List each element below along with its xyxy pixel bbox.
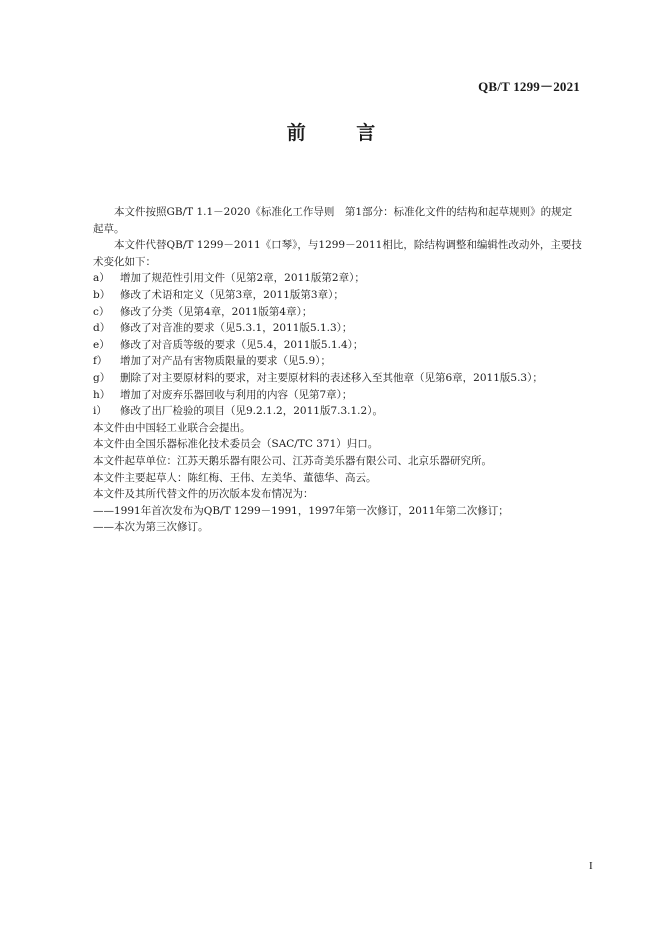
list-item: [93, 304, 601, 321]
managed-by: 本文件由全国乐器标准化技术委员会（SAC/TC 371）归口。: [93, 438, 379, 451]
list-item: [93, 287, 601, 304]
main-drafters: 本文件主要起草人：陈红梅、王伟、左美华、董德华、高云。: [93, 471, 377, 484]
changes-list: [93, 270, 601, 419]
list-item: [93, 387, 601, 404]
list-item-text: 修改了对音质等级的要求（见5.4，2011版5.1.4）；: [120, 338, 364, 351]
drafting-units: 本文件起草单位：江苏天鹅乐器有限公司、江苏奇美乐器有限公司、北京乐器研究所。: [93, 454, 492, 467]
intro-paragraph-2-line-2: 术变化如下：: [93, 255, 156, 268]
list-item-text: 修改了术语和定义（见第3章，2011版第3章）；: [120, 288, 344, 301]
list-item-text: 修改了对音准的要求（见5.3.1，2011版5.1.3）；: [120, 322, 353, 335]
version-history-item: ——1991年首次发布为QB/T 1299－1991，1997年第一次修订，2011年第二次修订；: [93, 504, 509, 517]
page-number: I: [589, 860, 593, 872]
list-item: [93, 370, 601, 387]
list-item: [93, 353, 601, 370]
list-marker: d）: [93, 322, 111, 335]
list-marker: i）: [93, 405, 107, 418]
list-marker: b）: [93, 288, 111, 301]
list-marker: g）: [93, 371, 111, 384]
intro-paragraph-1-line-2: 起草。: [93, 222, 125, 235]
version-history-intro: 本文件及其所代替文件的历次版本发布情况为：: [93, 488, 314, 501]
standard-code: QB/T 1299－2021: [478, 79, 580, 94]
list-marker: e）: [93, 338, 110, 351]
version-history-item: ——本次为第三次修订。: [93, 521, 209, 534]
proposed-by: 本文件由中国轻工业联合会提出。: [93, 421, 251, 434]
list-marker: a）: [93, 272, 110, 285]
list-marker: f）: [93, 355, 108, 368]
list-marker: h）: [93, 388, 111, 401]
list-item: [93, 403, 601, 420]
foreword-body: [93, 204, 601, 536]
list-item-text: 删除了对主要原材料的要求，对主要原材料的表述移入至其他章（见第6章，2011版5.3）；: [120, 371, 543, 384]
intro-paragraph-1-line-1: 本文件按照GB/T 1.1－2020《标准化工作导则 第1部分：标准化文件的结构和起草规则》的规定: [114, 206, 573, 218]
list-item: [93, 320, 601, 337]
list-item: [93, 337, 601, 354]
list-item-text: 修改了出厂检验的项目（见9.2.1.2，2011版7.3.1.2）。: [120, 405, 383, 418]
list-item: [93, 270, 601, 287]
list-item-text: 增加了对产品有害物质限量的要求（见5.9）；: [120, 355, 331, 368]
list-item-text: 增加了对废弃乐器回收与利用的内容（见第7章）；: [120, 388, 353, 401]
page-title: 前 言: [286, 122, 398, 144]
intro-paragraph-2-line-1: 本文件代替QB/T 1299－2011《口琴》，与1299－2011相比，除结构调整和编辑性改动外，主要技: [114, 239, 582, 252]
list-marker: c）: [93, 305, 110, 318]
list-item-text: 修改了分类（见第4章，2011版第4章）；: [120, 305, 313, 318]
list-item-text: 增加了规范性引用文件（见第2章，2011版第2章）；: [120, 272, 365, 285]
